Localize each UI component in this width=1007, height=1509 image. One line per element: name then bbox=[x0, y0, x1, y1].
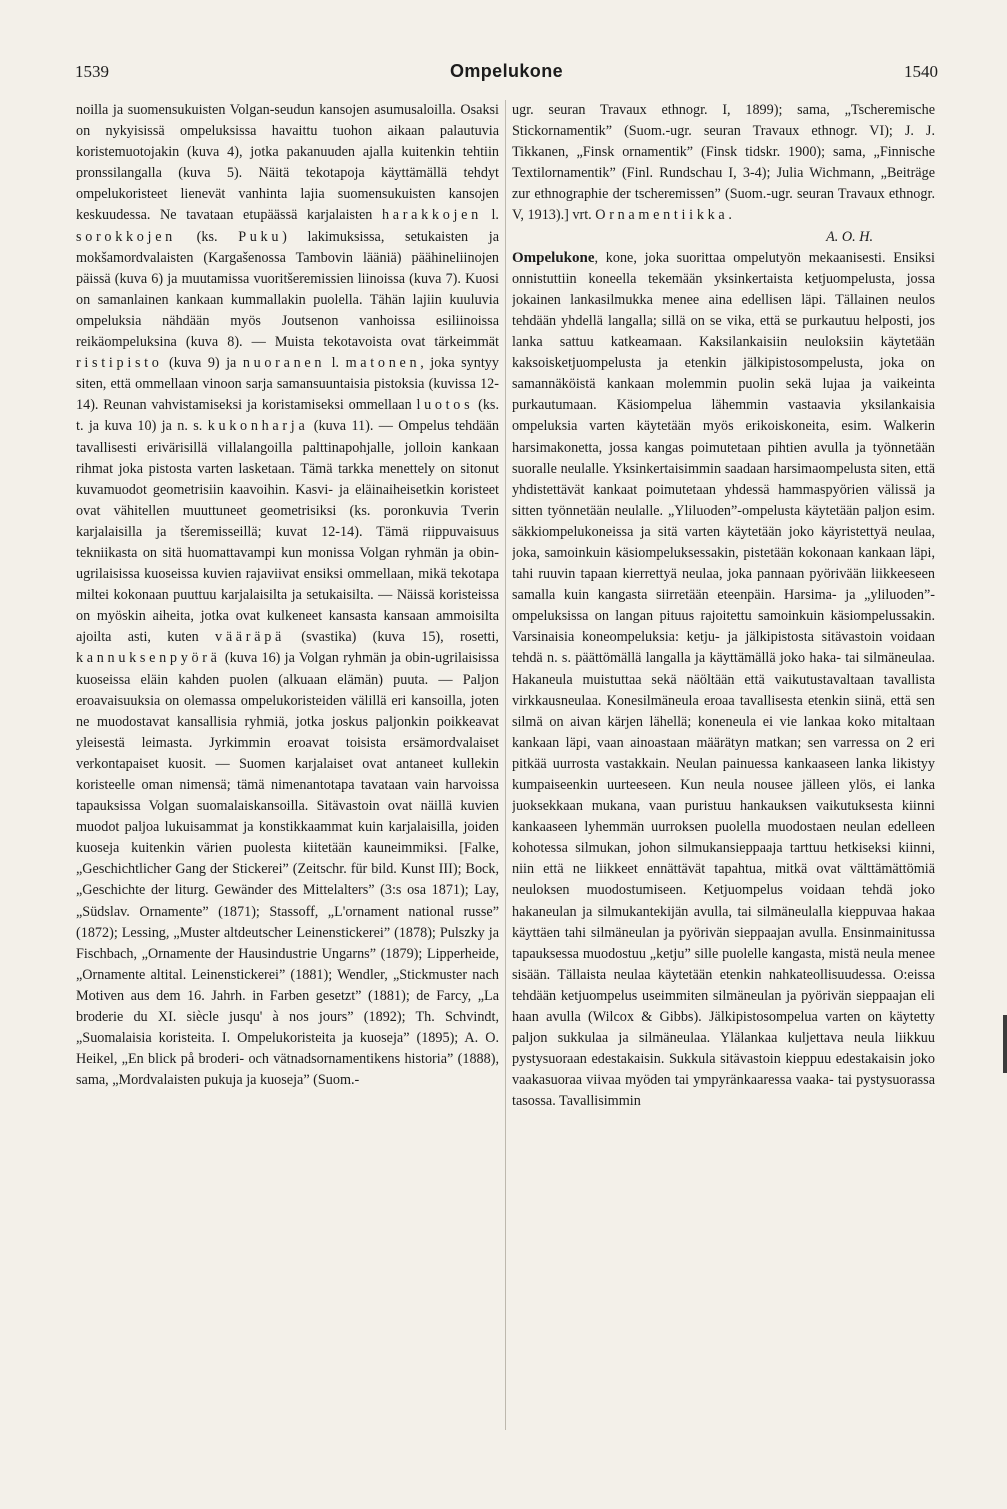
running-title: Ompelukone bbox=[449, 61, 564, 81]
spaced-term: kukonharja bbox=[207, 418, 309, 435]
spaced-term: vääräpä bbox=[215, 629, 285, 646]
spaced-term: ristipisto bbox=[76, 355, 163, 372]
author-signature: A. O. H. bbox=[826, 228, 873, 245]
column-divider bbox=[505, 100, 506, 1430]
spaced-term: sorokkojen bbox=[76, 228, 176, 245]
left-column-paragraph: noilla ja suomensukuisten Volgan-seudun kansojen asumusaloilla. Osaksi on nykyisissä ompeluksissa havaittu tuohon aikaan palautuvia koristemuotojakin (kuva 4), jotka pakanuuden ajalla kuitenkin tehtiin pronssilangalla (kuva 5). Näitä tekotapoja käyttämällä tehdyt ompelukoristeet lienevät vanhinta lajia suomensukuisten kansojen keskuudessa. Ne tavataan etupäässä karjalaisten harakkojen l. sorokkojen (ks. Puku) lakimuksissa, setukaisten ja mokšamordvalaisten (Kargašenossa Tambovin lääniä) päähineliinojen päissä (kuva 6) ja muutamissa vuoritšeremissien liinoissa (kuva 7). Kuosi on samanlainen kankaan kummallakin puolella. Tähän lajiin kuuluvia ompeluksia nähdään myös Joutsenon vanhoissa esiliinoissa reikäompeluksina (kuva 8). — Muista tekotavoista ovat tärkeimmät ristipisto (kuva 9) ja nuoranen l. matonen, joka syntyy siten, että ommellaan vinoon sarja samansuuntaisia pistoksia (kuvissa 12-14). Reunan vahvistamiseksi ja koristamiseksi ommellaan luotos (ks. t. ja kuva 10) ja n. s. kukonharja (kuva 11). — Ompelus tehdään tavallisesti erivärisillä villalangoilla palttinapohjalle, jolloin kankaan rihmat joka pistosta varten lasketaan. Tämä tarkka menettely on sitonut kuvamuodot geometrisiin kaavoihin. Kasvi- ja eläinaiheisetkin koristeet ovat vähitellen muuttuneet geometrisiksi (ks. poronkuvia Tverin karjalaisilla ja tšeremisseillä; kuvat 12-14). Tämä riippuvaisuus tekniikasta on sitä huomattavampi kun monissa Volgan ryhmän ja obin-ugrilaisissa kuoseissa kuvien rajaviivat ensiksi ommellaan, mikä tekotapa miltei kokonaan puuttuu karjalaisilta ja setukaisilta. — Näissä koristeissa on myöskin aiheita, jotka ovat kulkeneet kansasta kansaan ammoisilta ajoilta asti, kuten vääräpä (svastika) (kuva 15), rosetti, kannuksenpyörä (kuva 16) ja Volgan ryhmän ja obin-ugrilaisissa kuoseissa eläin kahden puolen (alkuaan elämän) puuta. — Paljon eroavaisuuksia on olemassa ompelukoristeiden välillä eri kansoilla, joten ne muodostavat kansallisia ryhmiä, jotka joskus paljonkin poikkeavat yleisestä leimasta. Jyrkimmin eroavat toisista ersämordvalaiset verkontapaiset kuosit. — Suomen karjalaiset ovat antaneet kullekin koristeelle oman nimensä; tämä nimenantotapa tavataan vain harvoissa tapauksissa Volgan suomalaiskansoilla. Sitävastoin ovat näillä kuvien muodot paljoa lukuisammat ja konstikkaammat kuin karjalaisilla, joiden kuoseja kuitenkin värien puolesta kiitetään kauneimmiksi. [Falke, „Geschichtlicher Gang der Stickerei” (Zeitschr. für bild. Kunst III); Bock, „Geschichte der liturg. Gewänder des Mittelalters” (3:s osa 1871); Lay, „Südslav. Ornamente” (1871); Stassoff, „L'ornament national russe” (1872); Lessing, „Muster altdeutscher Leinenstickerei” (1878); Pulszky ja Fischbach, „Ornamente der Hausindustrie Ungarns” (1879); Lipperheide, „Ornamente altital. Leinenstickerei” (1881); Wendler, „Stickmuster nach Motiven aus dem 16. Jahrh. in Farben gesetzt” (1881); de Farcy, „La broderie du XI. siècle jusqu' à nos jours” (1892); Th. Schvindt, „Suomalaisia koristeita. I. Ompelukoristeita ja kuoseja” (1895); A. O. Heikel, „En blick på broderi- och vätnadsornamentikens historia” (1888), sama, „Mordvalaisten pukuja ja kuoseja” (Suom.- bbox=[76, 102, 499, 1089]
right-column-references: ugr. seuran Travaux ethnogr. I, 1899); sama, „Tscheremische Stickornamentik” (Suom.-ugr. seuran Travaux ethnogr. VI); J. J. Tikkanen, „Finsk ornamentik” (Finsk tidskr. 1900); sama, „Finnische Textilornamentik” (Finl. Rundschau I, 3-4); Julia Wichmann, „Beiträge zur ethnographie der tscheremissen” (Suom.-ugr. seuran Travaux ethnogr. V, 1913).] vrt. Ornamentiikka. bbox=[512, 102, 935, 224]
page-header bbox=[75, 62, 938, 86]
spaced-term: nuoranen bbox=[242, 355, 326, 372]
spaced-term: matonen bbox=[345, 355, 421, 372]
spaced-term: Puku bbox=[238, 228, 283, 245]
entry-ompelukone: Ompelukone, kone, joka suorittaa ompelutyön mekaanisesti. Ensiksi onnistuttiin koneella tekemään yksinkertaista ketjuompelusta, jossa jokainen lankasilmukka menee aina edellisen läpi. Tällainen neulos tehdään yhdellä langalla; sillä on se vika, että se purkautuu helposti, jos lanka sattuu katkeamaan. Kaksilankaisiin neuloksiin käytetään kaksoisketjuompelusta ja etenkin jälkipistosompelusta, joka on samannäköistä kankaan molemmin puolin sekä lujaa ja vaikeinta purkautumaan. Käsiompelua lähemmin vastaavia yksilankaisia ompeluksia varten käytetään myös erikoiskoneita, esim. Walkerin harsimakonetta, jossa kangas poimutetaan pihtien avulla ja työnnetään suoralle neulalle. Yksinkertaisimmin saadaan harsimaompelusta siten, että yhdistettävät kankaat poimutetaan yhdessä hammaspyörien välissä ja sitten työnnetään neulalle. „Yliluoden”-ompelusta käytetään paljon esim. säkkiompelukoneissa ja sitä varten käytetään joko käyristettyä neulaa, joka, samoinkuin käsiompeluksessakin, pistetään kokonaan kankaan läpi, tahi ruuvin tapaan kierrettyä neulaa, joka pannaan pyörivään liikkeeseen samalla kuin kangasta siirretään eteenpäin. Harsima- ja „yliluoden”-ompeluksissa on langan pituus rajoitettu samoinkuin käsiompelussakin. Varsinaisia koneompeluksia: ketju- ja jälkipistosta sitävastoin voidaan tehdä n. s. päättömällä langalla ja käyttämällä joko haka- tai silmäneulaa. Hakaneula muistuttaa sekä näöltään että vaikutustavaltaan tavallista virkkausneulaa. Konesilmäneula eroaa tavallisesta etenkin siinä, että sen silmä on aivan kärjen lähellä; koneneula ei vie lankaa koko mitaltaan kankaan läpi, vaan ainoastaan määrätyn matkan; sen varressa on 2 eri pitkää uurrosta vastakkain. Neulan painuessa kankaaseen lanka likistyy kumpaiseenkin uurteeseen. Kun neula nousee jälleen ylös, ei lanka juoksekkaan mukana, vaan puristuu hankauksen vaikutuksesta kiinni kankaaseen lyhemmän uurroksen puolella muodostaen neulan edelleen kohotessa silmukan, johon silmukansieppaaja tarttuu hetkiseksi kiinni, niin että ne liikkeet ennättävät tapahtua, mitkä ovat välttämättömiä neuloksen muodostumiseen. Ketjuompelus voidaan tehdä joko hakaneulan ja silmukantekijän avulla, tai silmäneulalla kieppuvaa hakaa käyttäen tahi silmäneulan ja pyörivän sieppaajan avulla. Ensinmainitussa tapauksessa muodostuu „ketju” sille puolelle kangasta, mistä neula menee sisään. Tällaista neulaa käytetään etenkin nahkateollisuudessa. O:eissa tehdään ketjuompelus useimmiten silmäneulan ja pyörivän sieppaajan eli haan avulla (Wilcox & Gibbs). Jälkipistosompelua varten on käytetty paljon sukkulaa ja silmäneulaa. Ylälankaa kuljettava neula liikkuu pystysuoraan edestakaisin. Sukkula sitävastoin kieppuu edestakaisin joko vaakasuoraa viivaa myöden tai ympyränkaaressa vaaka- tai pystysuorassa tasossa. Tavallisimmin bbox=[512, 249, 935, 1110]
spaced-term: Ornamentiikka bbox=[595, 207, 729, 224]
spaced-term: luotos bbox=[416, 397, 474, 414]
page-number-right: 1540 bbox=[904, 62, 938, 81]
spaced-term: kannuksenpyörä bbox=[76, 650, 221, 667]
spaced-term: harakkojen bbox=[381, 207, 482, 224]
scan-edge-mark bbox=[1003, 1015, 1007, 1073]
entry-title: Ompelukone bbox=[512, 249, 595, 266]
left-column bbox=[76, 100, 499, 1440]
right-column bbox=[512, 100, 935, 1440]
page-number-left: 1539 bbox=[75, 62, 109, 81]
